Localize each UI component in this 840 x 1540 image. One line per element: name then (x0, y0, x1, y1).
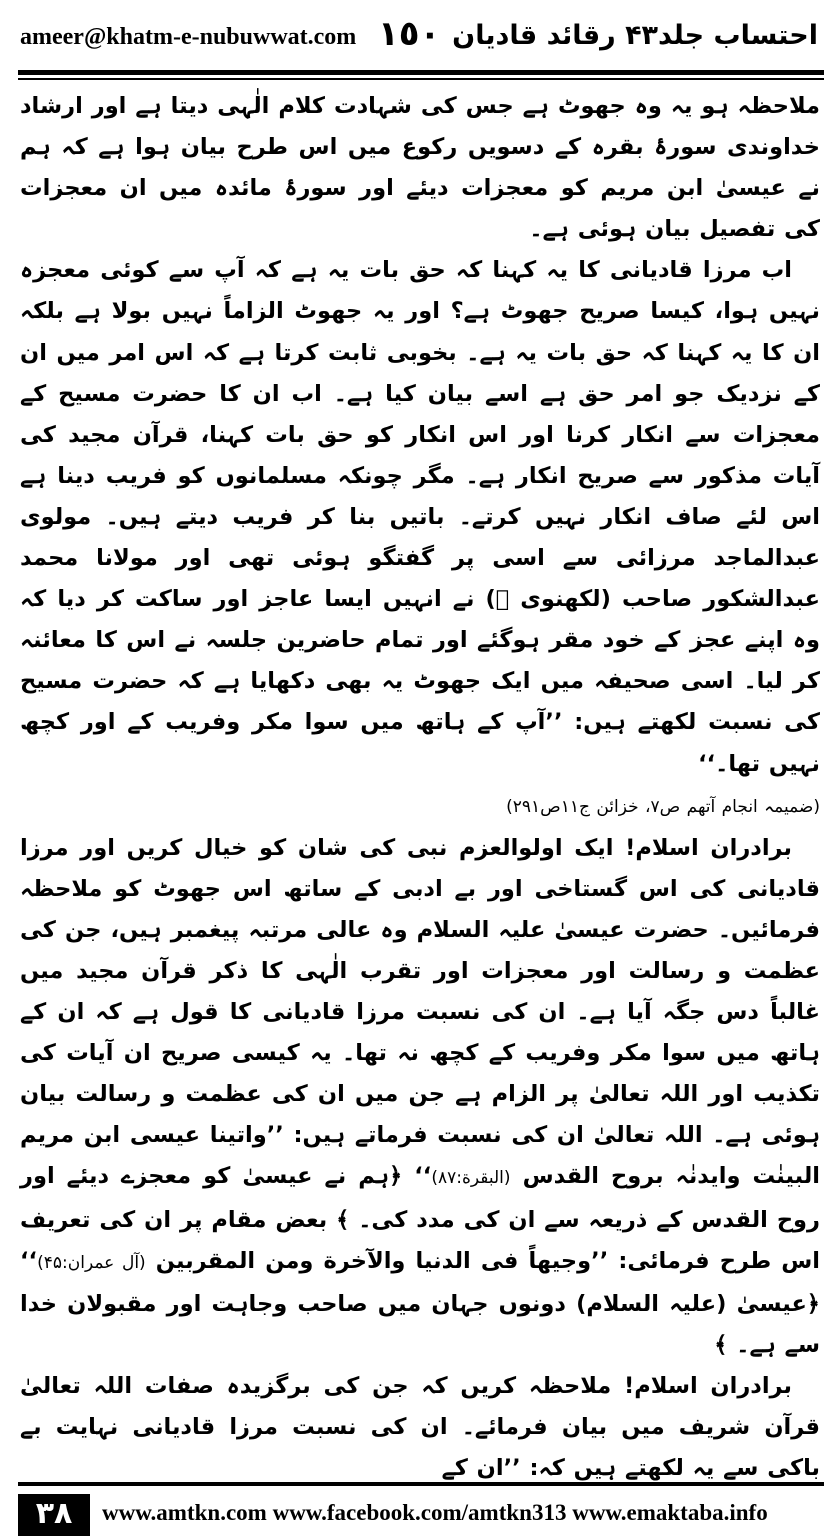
header-page-number: ١٥٠ (378, 14, 441, 54)
page-header (0, 0, 840, 78)
paragraph-3-text-b: ‘‘ ﴿ہم نے عیسیٰ کو معجزے دیئے اور روح القدس کے ذریعہ سے ان کی مدد کی۔ ﴾ بعض مقام پر ان کی تعریف اس طرح فرمائی: ’’ (20, 1163, 821, 1274)
page-footer (0, 1482, 840, 1540)
paragraph-2: اب مرزا قادیانی کا یہ کہنا کہ حق بات یہ ہے کہ آپ سے کوئی معجزہ نہیں ہوا، کیسا صریح جھوٹ ہے؟ اور یہ جھوٹ الزاماً نہیں بولا ہے بلکہ ان کا یہ کہنا کہ حق بات یہ ہے۔ بخوبی ثابت کرتا ہے کہ اس امر میں ان کے نزدیک جو امر حق ہے اسے بیان کیا ہے۔ اب ان کا حضرت مسیح کے معجزات سے انکار کرنا اور اس انکار کو حق بات کہنا، قرآن مجید کی آیات مذکور سے صریح انکار ہے۔ مگر چونکہ مسلمانوں کو فریب دینا ہے اس لئے صاف انکار نہیں کرتے۔ باتیں بنا کر فریب دیتے ہیں۔ مولوی عبدالماجد مرزائی سے اسی پر گفتگو ہوئی تھی اور مولانا محمد عبدالشکور صاحب (لکھنوی ﷫) نے انہیں ایسا عاجز اور ساکت کر دیا کہ وہ اپنے عجز کے خود مقر ہوگئے اور تمام حاضرین جلسہ نے اس کا معائنہ کر لیا۔ اسی صحیفہ میں ایک جھوٹ یہ بھی دکھایا ہے کہ حضرت مسیح کی نسبت لکھتے ہیں: ’’آپ کے ہاتھ میں سوا مکر وفریب کے اور کچھ نہیں تھا۔‘‘ (20, 257, 820, 777)
paragraph-4: برادران اسلام! ملاحظہ کریں کہ جن کی برگزیدہ صفات اللہ تعالیٰ قرآن شریف میں بیان فرمائے۔ ان کی نسبت مرزا قادیانی نہایت بے باکی سے یہ لکھتے ہیں کہ: ’’ان کے (20, 1372, 820, 1482)
paragraph-3 (20, 828, 820, 1366)
arabic-verse-1: واتینا عیسی ابن مریم البینٰت وایدنٰہ بروح القدس (20, 1122, 820, 1190)
paragraph-3-text-c: ‘‘ ﴿عیسیٰ (علیہ السلام) دونوں جہان میں صاحب وجاہت اور مقبولان خدا سے ہے۔ ﴾ (20, 1247, 820, 1358)
footer-rule (18, 1482, 824, 1486)
verse-reference-2: (آل عمران:۴۵) (37, 1252, 146, 1273)
paragraph-3-text-a: برادران اسلام! ایک اولوالعزم نبی کی شان کو خیال کریں اور مرزا قادیانی کی اس گستاخی اور بے ادبی کے ساتھ اس جھوٹ کو ملاحظہ فرمائیں۔ حضرت عیسیٰ علیہ السلام وہ عالی مرتبہ پیغمبر ہیں، جن کی عظمت و رسالت اور معجزات اور تقرب الٰہی کا ذکر قرآن مجید میں غالباً دس جگہ آیا ہے۔ ان کی نسبت مرزا قادیانی کا قول ہے کہ ان کے ہاتھ میں سوا مکر وفریب کے کچھ نہ تھا۔ یہ کیسی صریح ان آیات کی تکذیب اور اللہ تعالیٰ پر الزام ہے جن میں ان کی عظمت و رسالت بیان ہوئی ہے۔ اللہ تعالیٰ ان کی نسبت فرماتے ہیں: ’’ (20, 834, 820, 1149)
verse-reference-1: (البقرة:۸۷) (431, 1168, 511, 1189)
header-rule-thick (18, 70, 824, 75)
header-title: احتساب جلد۴۳ رقائد قادیان (452, 20, 818, 51)
header-rule-thin (18, 78, 824, 80)
paragraph-1: ملاحظہ ہو یہ وہ جھوٹ ہے جس کی شہادت کلام الٰہی دیتا ہے اور ارشاد خداوندی سورۂ بقرہ کے دسویں رکوع میں اس طرح بیان ہوا ہے کہ ہم نے عیسیٰ ابن مریم کو معجزات دیئے اور سورۂ مائدہ میں ان معجزات کی تفصیل بیان ہوئی ہے۔ (20, 93, 820, 243)
footer-urls: www.amtkn.com www.facebook.com/amtkn313 www.emaktaba.info (102, 1500, 768, 1525)
footer-page-number: ٣٨ (18, 1494, 90, 1536)
header-email: ameer@khatm-e-nubuwwat.com (20, 24, 357, 50)
reference-line (20, 785, 820, 828)
arabic-verse-2: وجیھاً فی الدنیا والآخرة ومن المقربین (155, 1247, 592, 1274)
citation: (ضمیمہ انجام آتھم ص۷، خزائن ج۱۱ص۲۹۱) (506, 796, 820, 817)
body-text (20, 86, 821, 1482)
